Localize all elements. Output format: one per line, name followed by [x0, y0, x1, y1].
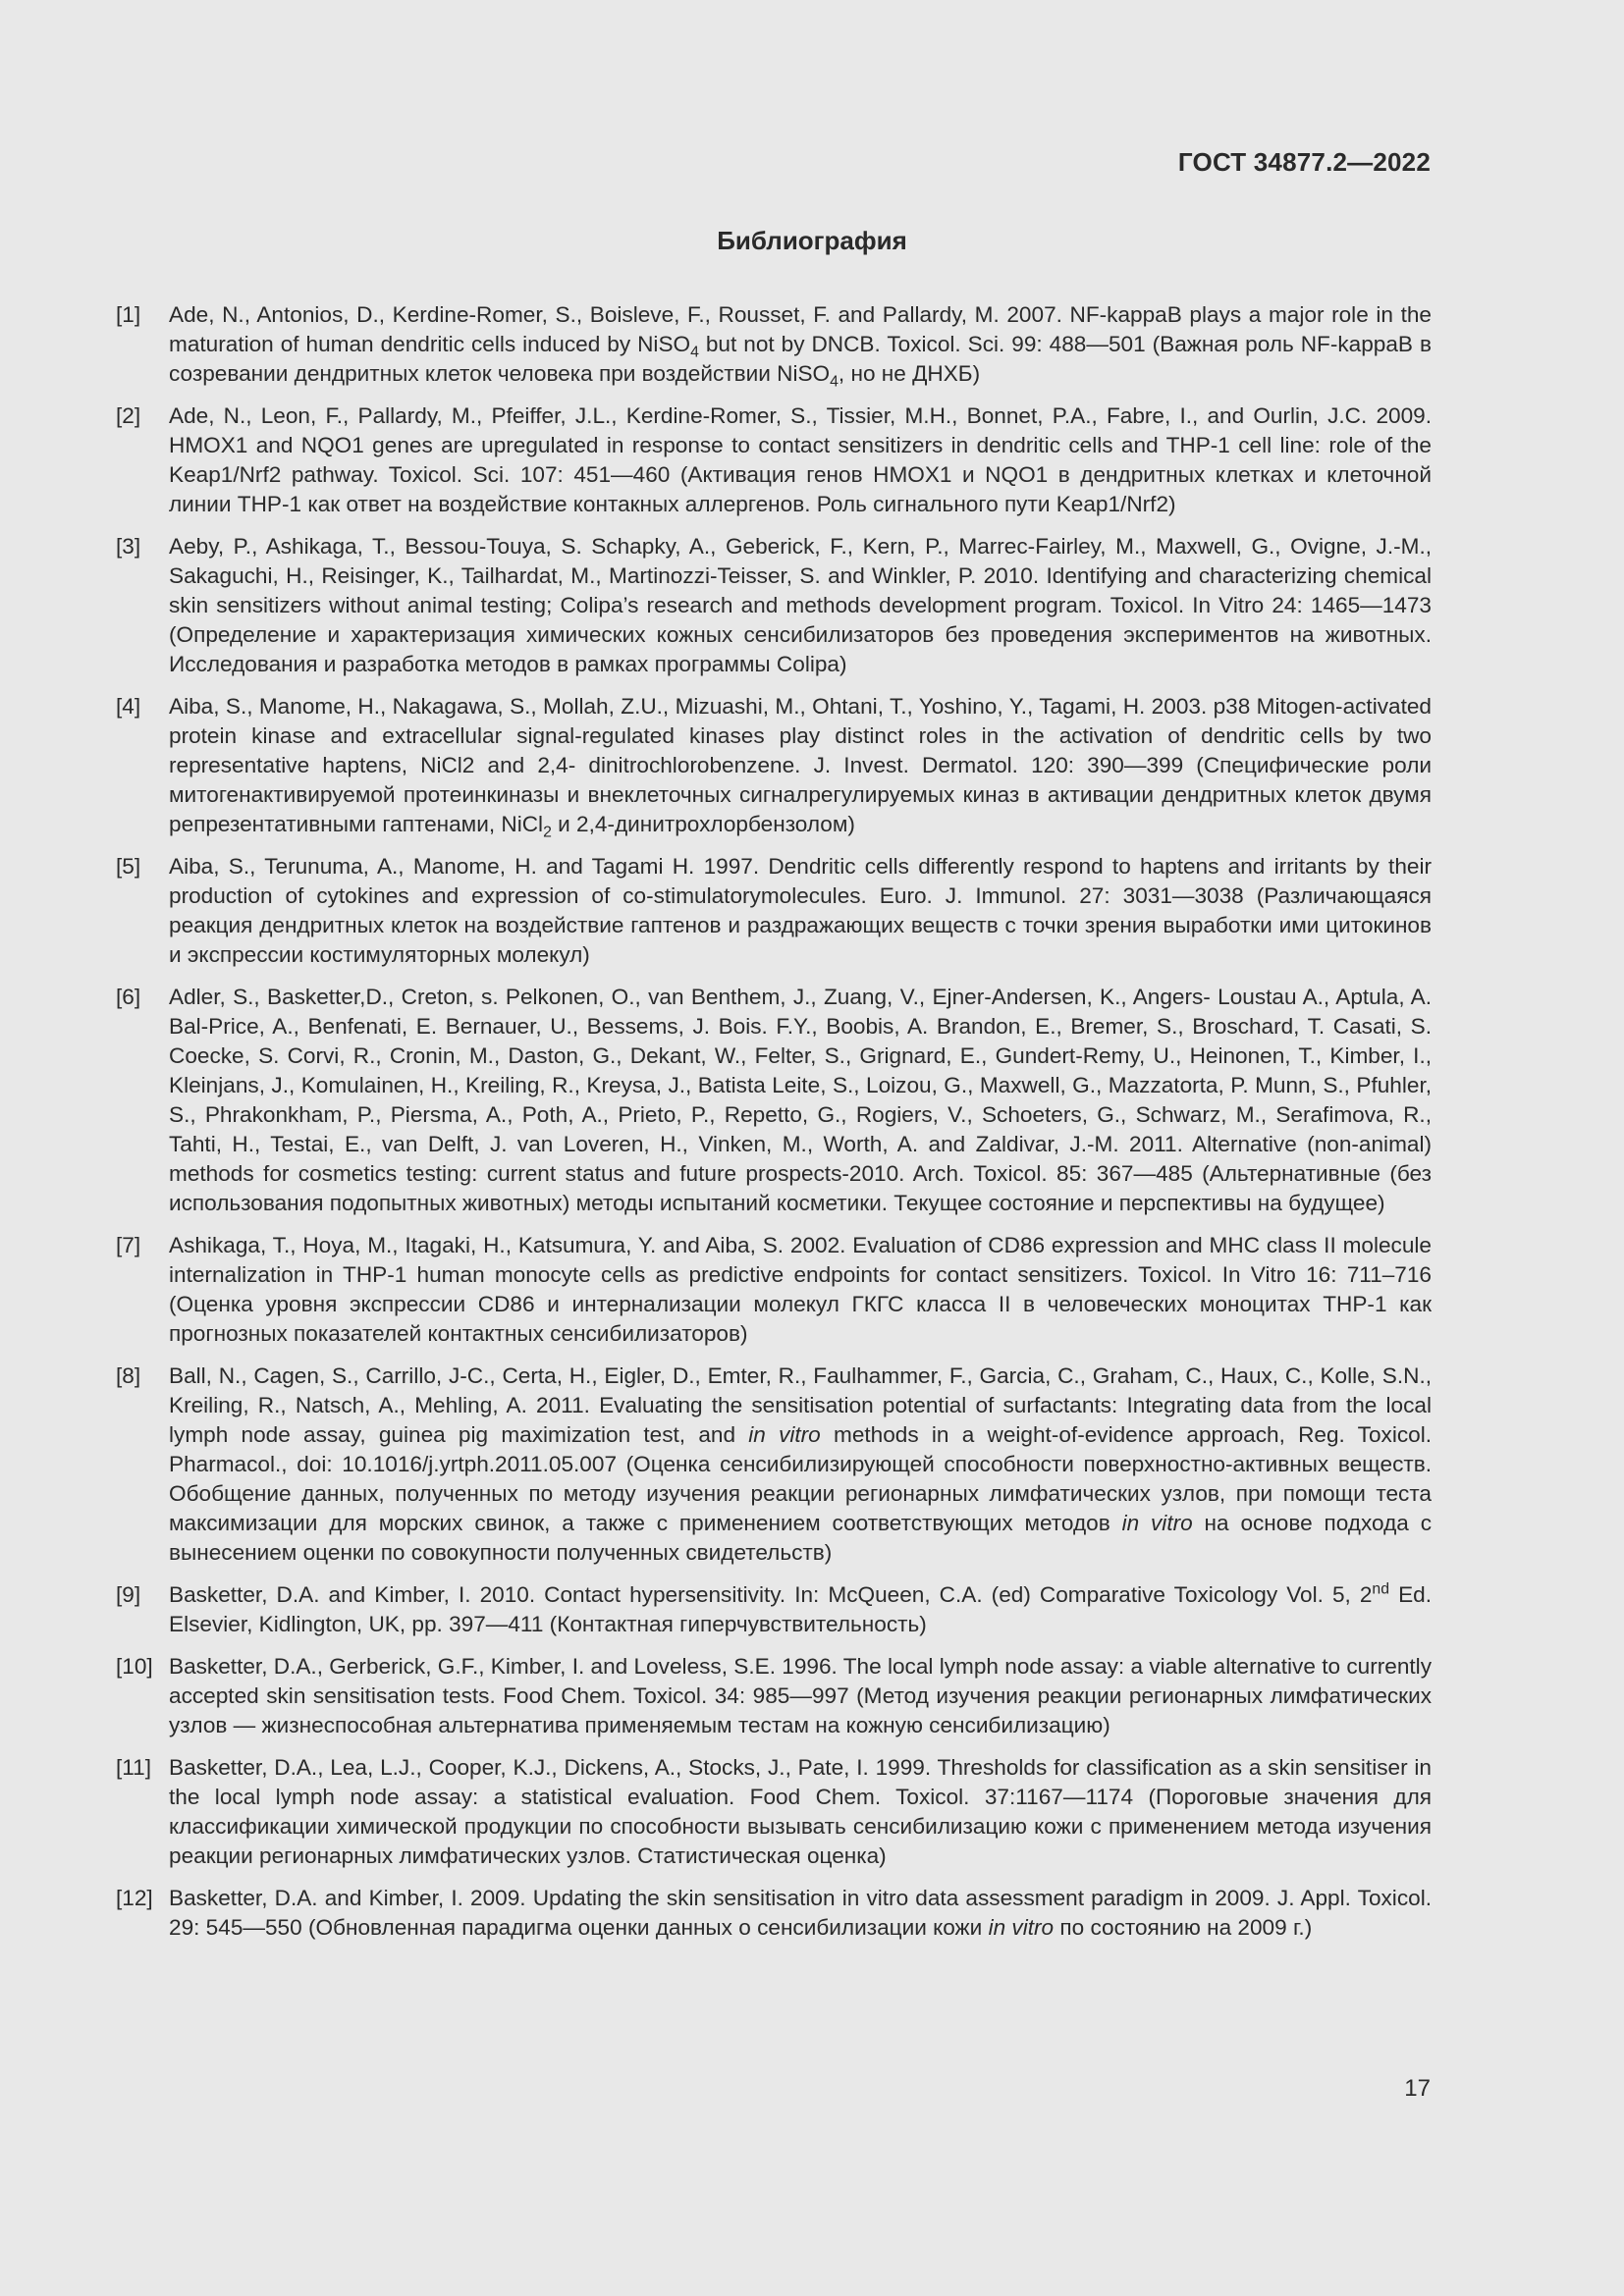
reference-number: [2]: [116, 403, 141, 428]
page-number: 17: [1404, 2075, 1431, 2102]
reference-text: [169, 1884, 1432, 1943]
reference-text-fragment: Basketter, D.A., Gerberick, G.F., Kimber, I. and Loveless, S.E. 1996. The local lymph node assay: a viable alternative to currently accepted skin sensitisation tests. Food Chem. Toxicol. 34: 985—997 (Метод изучения реакции регионарных лимфатических узлов — жизнеспособная альтернатива применяемым тестам на кожную сенсибилизацию): [169, 1654, 1432, 1737]
reference-text: [169, 852, 1432, 970]
bibliography-list: [116, 300, 1432, 1955]
reference-item: [116, 401, 1432, 519]
reference-text-fragment: 4: [690, 344, 699, 361]
reference-text: [169, 401, 1432, 519]
reference-number: [4]: [116, 694, 141, 719]
reference-item: [116, 1753, 1432, 1871]
reference-text-fragment: Ashikaga, T., Hoya, M., Itagaki, H., Katsumura, Y. and Aiba, S. 2002. Evaluation of CD86 expression and MHC class II molecule internalization in THP-1 human monocyte cells as predictive endpoints for contact sensitizers. Toxicol. In Vitro 16: 711–716 (Оценка уровня экспрессии CD86 и интернализации молекул ГКГС класса II в человеческих моноцитах THP-1 как прогнозных показателей контактных сенсибилизаторов): [169, 1233, 1432, 1346]
reference-item: [116, 852, 1432, 970]
reference-text-fragment: на основе подхода с вынесением оценки по совокупности полученных свидетельств): [169, 1511, 1432, 1565]
reference-item: [116, 1884, 1432, 1943]
reference-text-fragment: Ball, N., Cagen, S., Carrillo, J-C., Certa, H., Eigler, D., Emter, R., Faulhammer, F., Garcia, C., Graham, C., Haux, C., Kolle, S.N., Kreiling, R., Natsch, A., Mehling, A. 2011. Evaluating the sensitisation potential of surfactants: Integrating data from the local lymph node assay, guinea pig maximization test, and: [169, 1363, 1432, 1447]
reference-number: [6]: [116, 985, 141, 1009]
reference-text-fragment: Basketter, D.A. and Kimber, I. 2009. Updating the skin sensitisation in vitro data assessment paradigm in 2009. J. Appl. Toxicol. 29: 545—550 (Обновленная парадигма оценки данных о сенсибилизации кожи: [169, 1886, 1432, 1940]
reference-item: [116, 532, 1432, 679]
reference-item: [116, 300, 1432, 389]
reference-text: [169, 1580, 1432, 1639]
reference-text-fragment: in vitro: [988, 1915, 1055, 1940]
reference-number: [3]: [116, 534, 141, 559]
reference-text-fragment: Aiba, S., Manome, H., Nakagawa, S., Mollah, Z.U., Mizuashi, M., Ohtani, T., Yoshino, Y., Tagami, H. 2003. p38 Mitogen-activated protein kinase and extracellular signal-regulated kinases play distinct roles in the activation of dendritic cells by two representative haptens, NiCl2 and 2,4- dinitrochlorobenzene. J. Invest. Dermatol. 120: 390—399 (Специфические роли митогенактивируемой протеинкиназы и внеклеточных сигналрегулируемых киназ в активации дендритных клеток двумя репрезентативными гаптенами, NiCl: [169, 694, 1432, 836]
reference-number: [9]: [116, 1582, 141, 1607]
reference-number: [5]: [116, 854, 141, 879]
reference-item: [116, 1231, 1432, 1349]
reference-number: [10]: [116, 1654, 153, 1679]
reference-text-fragment: по состоянию на 2009 г.): [1054, 1915, 1313, 1940]
reference-text: [169, 983, 1432, 1218]
reference-text-fragment: in vitro: [748, 1422, 821, 1447]
reference-text-fragment: и 2,4-динитрохлорбензолом): [551, 812, 855, 836]
reference-text: [169, 1753, 1432, 1871]
reference-text: [169, 300, 1432, 389]
reference-number: [11]: [116, 1755, 152, 1780]
reference-number: [8]: [116, 1363, 141, 1388]
reference-text-fragment: 2: [543, 824, 552, 841]
reference-text-fragment: methods in a weight-of-evidence approach, Reg. Toxicol. Pharmacol., doi: 10.1016/j.yrtph.2011.05.007 (Оценка сенсибилизирующей способности поверхностно-активных веществ. Обобщение данных, полученных по методу изучения реакции регионарных лимфатических узлов, при помощи теста максимизации для морских свинок, а также с применением соответствующих методов: [169, 1422, 1433, 1535]
reference-text-fragment: Aiba, S., Terunuma, A., Manome, H. and Tagami H. 1997. Dendritic cells differently respond to haptens and irritants by their production of cytokines and expression of co-stimulatorymolecules. Euro. J. Immunol. 27: 3031—3038 (Различающаяся реакция дендритных клеток на воздействие гаптенов и раздражающих веществ с точки зрения выработки ими цитокинов и экспрессии костимуляторных молекул): [169, 854, 1432, 967]
reference-number: [1]: [116, 302, 141, 327]
reference-item: [116, 1652, 1432, 1740]
reference-text-fragment: Ade, N., Antonios, D., Kerdine-Romer, S., Boisleve, F., Rousset, F. and Pallardy, M. 2007. NF-kappaB plays a major role in the maturation of human dendritic cells induced by NiSO: [169, 302, 1432, 356]
reference-number: [12]: [116, 1886, 153, 1910]
reference-text-fragment: 4: [830, 373, 839, 391]
reference-number: [7]: [116, 1233, 141, 1257]
reference-text: [169, 532, 1432, 679]
reference-text: [169, 1231, 1432, 1349]
reference-item: [116, 1580, 1432, 1639]
reference-item: [116, 983, 1432, 1218]
reference-text-fragment: nd: [1372, 1580, 1390, 1598]
reference-item: [116, 692, 1432, 839]
reference-text-fragment: Adler, S., Basketter,D., Creton, s. Pelkonen, O., van Benthem, J., Zuang, V., Ejner-Andersen, K., Angers- Loustau A., Aptula, A. Bal-Price, A., Benfenati, E. Bernauer, U., Bessems, J. Bois. F.Y., Boobis, A. Brandon, E., Bremer, S., Broschard, T. Casati, S. Coecke, S. Corvi, R., Cronin, M., Daston, G., Dekant, W., Felter, S., Grignard, E., Gundert-Remy, U., Heinonen, T., Kimber, I., Kleinjans, J., Komulainen, H., Kreiling, R., Kreysa, J., Batista Leite, S., Loizou, G., Maxwell, G., Mazzatorta, P. Munn, S., Pfuhler, S., Phrakonkham, P., Piersma, A., Poth, A., Prieto, P., Repetto, G., Rogiers, V., Schoeters, G., Schwarz, M., Serafimova, R., Tahti, H., Testai, E., van Delft, J. van Loveren, H., Vinken, M., Worth, A. and Zaldivar, J.-M. 2011. Alternative (non-animal) methods for cosmetics testing: current status and future prospects-2010. Arch. Toxicol. 85: 367—485 (Альтернативные (без использования подопытных животных) методы испытаний косметики. Текущее состояние и перспективы на будущее): [169, 985, 1432, 1215]
reference-item: [116, 1362, 1432, 1568]
reference-text-fragment: in vitro: [1121, 1511, 1193, 1535]
reference-text-fragment: Basketter, D.A., Lea, L.J., Cooper, K.J., Dickens, A., Stocks, J., Pate, I. 1999. Thresholds for classification as a skin sensitiser in the local lymph node assay: a statistical evaluation. Food Chem. Toxicol. 37:1167—1174 (Пороговые значения для классификации химической продукции по способности вызывать сенсибилизацию кожи с применением метода изучения реакции регионарных лимфатических узлов. Статистическая оценка): [169, 1755, 1432, 1868]
reference-text-fragment: Aeby, P., Ashikaga, T., Bessou-Touya, S. Schapky, A., Geberick, F., Kern, P., Marrec-Fairley, M., Maxwell, G., Ovigne, J.-M., Sakaguchi, H., Reisinger, K., Tailhardat, M., Martinozzi-Teisser, S. and Winkler, P. 2010. Identifying and characterizing chemical skin sensitizers without animal testing; Colipa’s research and methods development program. Toxicol. In Vitro 24: 1465—1473 (Определение и характеризация химических кожных сенсибилизаторов без проведения экспериментов на животных. Исследования и разработка методов в рамках программы Colipa): [169, 534, 1432, 676]
reference-text-fragment: , но не ДНХБ): [838, 361, 981, 386]
reference-text-fragment: Ed. Elsevier, Kidlington, UK, pp. 397—411 (Контактная гиперчувствительность): [169, 1582, 1432, 1636]
reference-text-fragment: Ade, N., Leon, F., Pallardy, M., Pfeiffer, J.L., Kerdine-Romer, S., Tissier, M.H., Bonnet, P.A., Fabre, I., and Ourlin, J.C. 2009. HMOX1 and NQO1 genes are upregulated in response to contact sensitizers in dendritic cells and THP-1 cell line: role of the Keap1/Nrf2 pathway. Toxicol. Sci. 107: 451—460 (Активация генов HMOX1 и NQO1 в дендритных клетках и клеточной линии THP-1 как ответ на воздействие контакных аллергенов. Роль сигнального пути Keap1/Nrf2): [169, 403, 1432, 516]
reference-text-fragment: but not by DNCB. Toxicol. Sci. 99: 488—501 (Важная роль NF-kappaB в созревании дендритных клеток человека при воздействии NiSO: [169, 332, 1432, 386]
reference-text: [169, 1362, 1432, 1568]
section-title: Библиография: [717, 226, 907, 255]
reference-text: [169, 692, 1432, 839]
reference-text: [169, 1652, 1432, 1740]
document-code: ГОСТ 34877.2—2022: [1177, 147, 1431, 177]
reference-text-fragment: Basketter, D.A. and Kimber, I. 2010. Contact hypersensitivity. In: McQueen, C.A. (ed) Comparative Toxicology Vol. 5, 2: [169, 1582, 1373, 1607]
